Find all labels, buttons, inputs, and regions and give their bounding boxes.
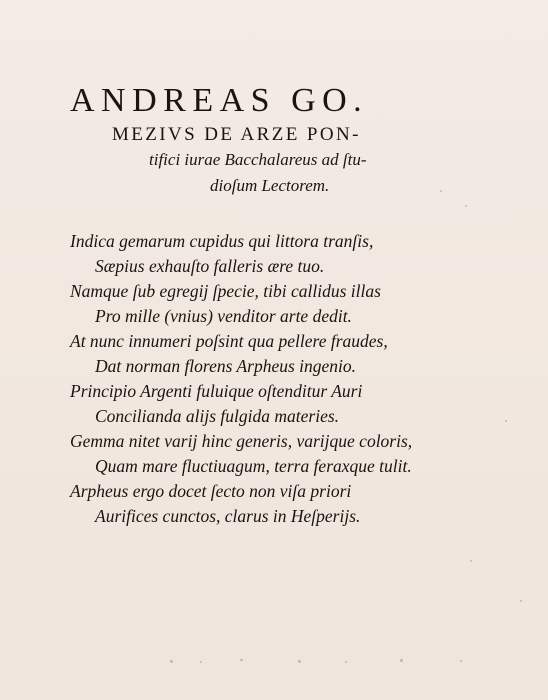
ink-speck xyxy=(298,660,301,663)
poem-line: Pro mille (vnius) venditor arte dedit. xyxy=(95,306,352,326)
ink-speck xyxy=(400,659,403,662)
ink-speck xyxy=(170,660,173,663)
ink-speck xyxy=(505,420,507,422)
heading-author-name: ANDREAS GO. xyxy=(70,82,369,119)
poem-line: Gemma nitet varij hinc generis, varijque coloris, xyxy=(70,431,413,451)
poem-line: Sæpius exhauſto falleris ære tuo. xyxy=(95,256,325,276)
heading-dedication-line-1: tifici iurae Bacchalareus ad ſtu- xyxy=(149,150,367,169)
ink-speck xyxy=(345,661,347,663)
poem-line: Dat norman florens Arpheus ingenio. xyxy=(95,356,357,376)
poem-line: Arpheus ergo docet ſecto non viſa priori xyxy=(70,481,352,501)
heading-dedication-line-2: dioſum Lectorem. xyxy=(210,176,330,195)
ink-speck xyxy=(465,205,467,207)
poem-line: Namque ſub egregij ſpecie, tibi callidus illas xyxy=(70,281,381,301)
ink-speck xyxy=(440,190,442,192)
poem-line: Principio Argenti fuluique oſtenditur Auri xyxy=(70,381,363,401)
ink-speck xyxy=(200,661,202,663)
poem-line: Concilianda alijs fulgida materies. xyxy=(95,406,340,426)
ink-speck xyxy=(520,600,522,602)
poem-line: Indica gemarum cupidus qui littora tranſis, xyxy=(70,231,374,251)
poem-line: Quam mare fluctiuagum, terra feraxque tulit. xyxy=(95,456,412,476)
heading-author-surname: MEZIVS DE ARZE PON- xyxy=(112,124,361,145)
ink-speck xyxy=(470,560,472,562)
ink-speck xyxy=(240,659,243,661)
poem-line: Aurifices cunctos, clarus in Heſperijs. xyxy=(95,506,361,526)
ink-speck xyxy=(460,660,462,662)
poem-line: At nunc innumeri poſsint qua pellere fraudes, xyxy=(70,331,388,351)
